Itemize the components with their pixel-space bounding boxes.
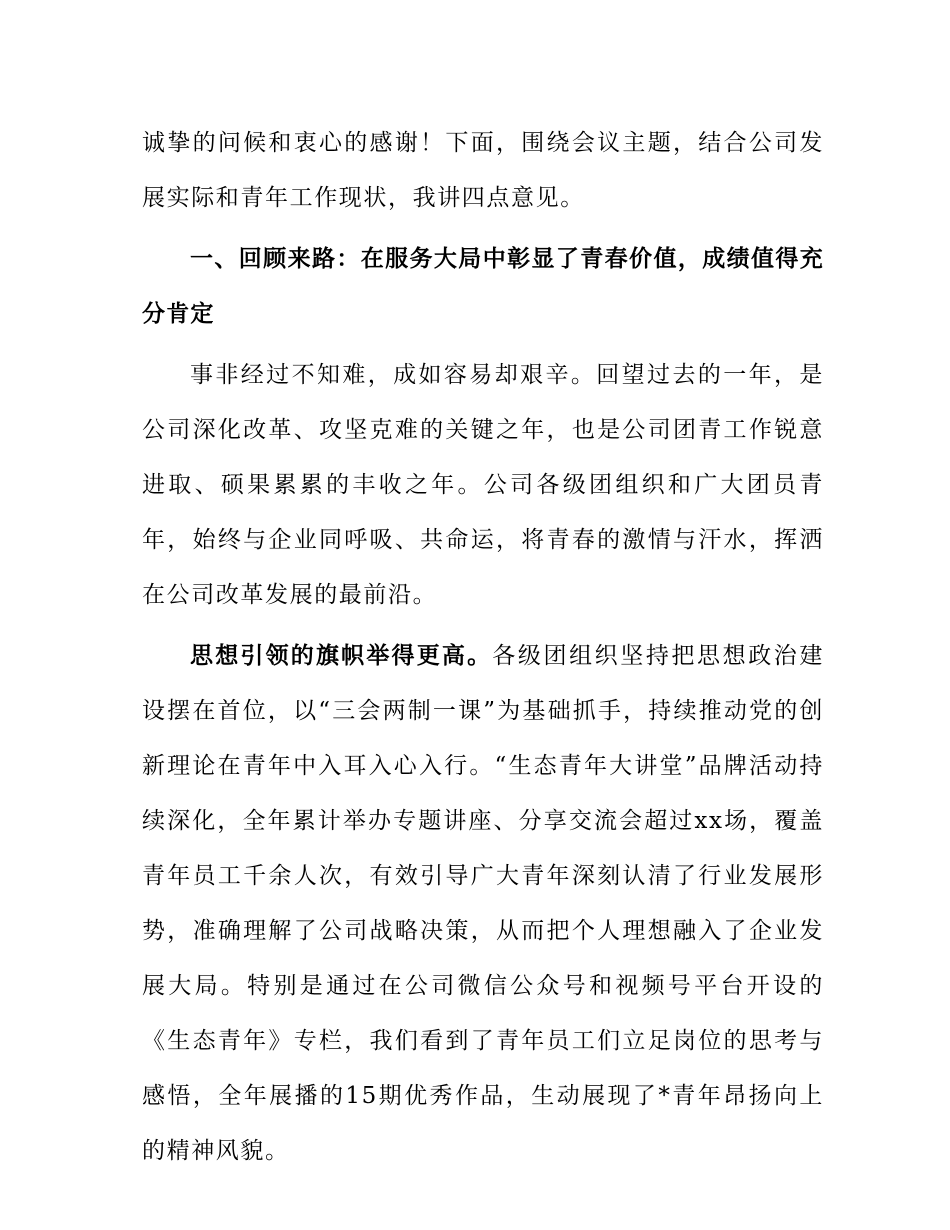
ideology-lead-sentence: 思想引领的旗帜举得更高。 [190, 643, 493, 669]
intro-paragraph: 诚挚的问候和衷心的感谢！下面，围绕会议主题，结合公司发展实际和青年工作现状，我讲四点意见。 [142, 130, 824, 211]
ideology-body-text: 各级团组织坚持把思想政治建设摆在首位，以“三会两制一课”为基础抓手，持续推动党的创新理论在青年中入耳入心入行。“生态青年大讲堂”品牌活动持续深化，全年累计举办专题讲座、分享交流会超过xx场，覆盖青年员工千余人次，有效引导广大青年深刻认清了行业发展形势，准确理解了公司战略决策，从而把个人理想融入了企业发展大局。特别是通过在公司微信公众号和视频号平台开设的《生态青年》专栏，我们看到了青年员工们立足岗位的思考与感悟，全年展播的15期优秀作品，生动展现了*青年昂扬向上的精神风貌。 [142, 643, 824, 1164]
review-paragraph: 事非经过不知难，成如容易却艰辛。回望过去的一年，是公司深化改革、攻坚克难的关键之年，也是公司团青工作锐意进取、硕果累累的丰收之年。公司各级团组织和广大团员青年，始终与企业同呼吸、共命运，将青春的激情与汗水，挥洒在公司改革发展的最前沿。 [142, 362, 824, 608]
ideology-paragraph [142, 629, 824, 1179]
section-heading-1: 一、回顾来路：在服务大局中彰显了青春价值，成绩值得充分肯定 [142, 246, 824, 327]
document-page [142, 116, 824, 1179]
